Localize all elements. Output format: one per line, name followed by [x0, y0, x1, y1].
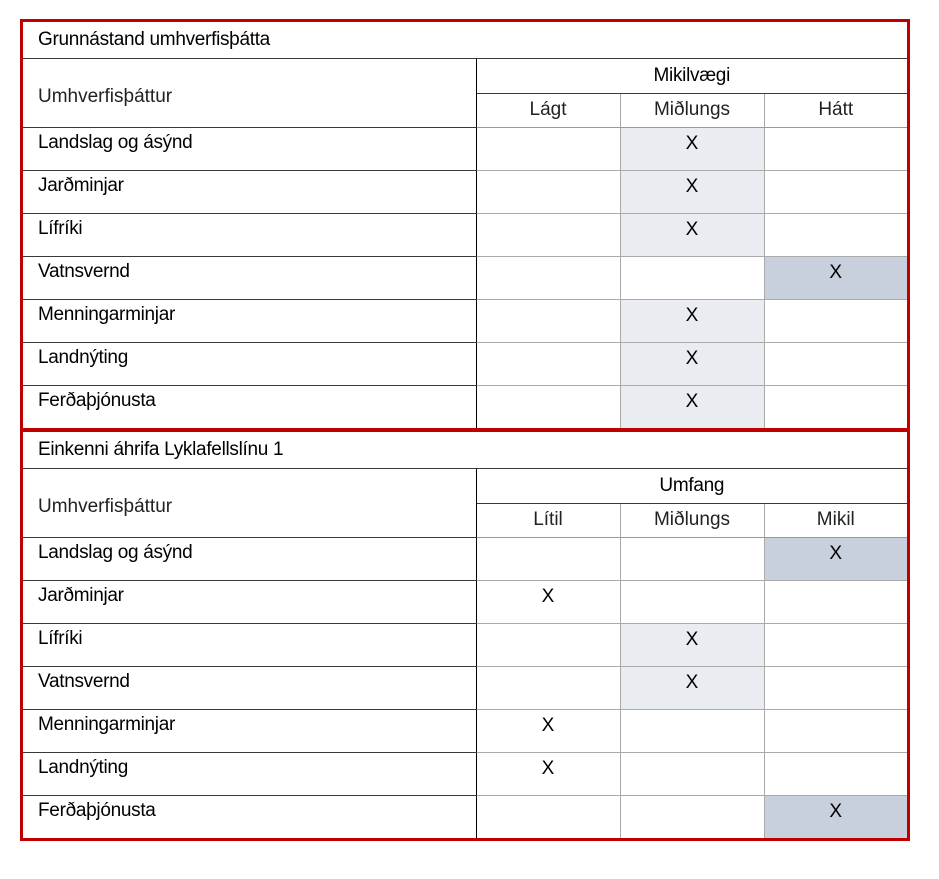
table-row: [23, 537, 907, 580]
row-header-label: Umhverfisþáttur: [23, 58, 476, 127]
rating-cell: [764, 170, 907, 213]
table-row: [23, 752, 907, 795]
rating-cell: [620, 580, 764, 623]
table-row: [23, 299, 907, 342]
table-row: [23, 385, 907, 428]
environment-factor-label: Landnýting: [23, 752, 476, 795]
rating-cell: [476, 342, 620, 385]
environment-factor-label: Vatnsvernd: [23, 256, 476, 299]
rating-cell: X: [620, 299, 764, 342]
rating-cell: X: [620, 385, 764, 428]
rating-cell: [476, 170, 620, 213]
rating-cell: [476, 256, 620, 299]
column-header: Lágt: [476, 93, 620, 127]
table-section: [23, 428, 907, 838]
group-header: Mikilvægi: [476, 58, 907, 93]
column-header: Lítil: [476, 503, 620, 537]
environment-factor-label: Lífríki: [23, 213, 476, 256]
table-row: [23, 342, 907, 385]
environment-factor-label: Lífríki: [23, 623, 476, 666]
rating-cell: [476, 299, 620, 342]
table-row: [23, 795, 907, 838]
environment-factor-label: Jarðminjar: [23, 580, 476, 623]
group-header: Umfang: [476, 468, 907, 503]
rating-table: [23, 432, 907, 838]
rating-cell: [476, 623, 620, 666]
table-row: [23, 170, 907, 213]
column-header: Miðlungs: [620, 93, 764, 127]
assessment-table-frame: [20, 19, 910, 841]
rating-cell: [620, 752, 764, 795]
section-title: Grunnástand umhverfisþátta: [23, 22, 907, 58]
rating-cell: [764, 299, 907, 342]
table-row: [23, 256, 907, 299]
rating-cell: X: [764, 795, 907, 838]
rating-cell: X: [620, 170, 764, 213]
rating-cell: [476, 127, 620, 170]
rating-cell: X: [476, 709, 620, 752]
rating-cell: X: [764, 256, 907, 299]
table-row: [23, 127, 907, 170]
rating-cell: [620, 256, 764, 299]
rating-table: [23, 22, 907, 428]
rating-cell: [764, 666, 907, 709]
environment-factor-label: Ferðaþjónusta: [23, 795, 476, 838]
rating-cell: [620, 795, 764, 838]
table-row: [23, 709, 907, 752]
rating-cell: [476, 213, 620, 256]
rating-cell: [476, 795, 620, 838]
table-section: [23, 22, 907, 428]
rating-cell: [764, 623, 907, 666]
rating-cell: [764, 385, 907, 428]
table-row: [23, 666, 907, 709]
column-header: Miðlungs: [620, 503, 764, 537]
rating-cell: X: [620, 127, 764, 170]
environment-factor-label: Menningarminjar: [23, 299, 476, 342]
rating-cell: [764, 127, 907, 170]
rating-cell: X: [476, 580, 620, 623]
environment-factor-label: Jarðminjar: [23, 170, 476, 213]
rating-cell: X: [620, 666, 764, 709]
rating-cell: [764, 752, 907, 795]
rating-cell: [620, 709, 764, 752]
table-row: [23, 580, 907, 623]
rating-cell: [764, 580, 907, 623]
column-header: Hátt: [764, 93, 907, 127]
rating-cell: [476, 385, 620, 428]
column-header: Mikil: [764, 503, 907, 537]
table-row: [23, 623, 907, 666]
rating-cell: [764, 709, 907, 752]
environment-factor-label: Landslag og ásýnd: [23, 537, 476, 580]
environment-factor-label: Vatnsvernd: [23, 666, 476, 709]
rating-cell: X: [476, 752, 620, 795]
rating-cell: [764, 342, 907, 385]
row-header-label: Umhverfisþáttur: [23, 468, 476, 537]
table-row: [23, 213, 907, 256]
environment-factor-label: Landnýting: [23, 342, 476, 385]
rating-cell: [764, 213, 907, 256]
section-title: Einkenni áhrifa Lyklafellslínu 1: [23, 432, 907, 468]
rating-cell: [476, 666, 620, 709]
rating-cell: [476, 537, 620, 580]
rating-cell: X: [620, 342, 764, 385]
rating-cell: [620, 537, 764, 580]
environment-factor-label: Ferðaþjónusta: [23, 385, 476, 428]
rating-cell: X: [620, 623, 764, 666]
environment-factor-label: Menningarminjar: [23, 709, 476, 752]
rating-cell: X: [620, 213, 764, 256]
rating-cell: X: [764, 537, 907, 580]
environment-factor-label: Landslag og ásýnd: [23, 127, 476, 170]
